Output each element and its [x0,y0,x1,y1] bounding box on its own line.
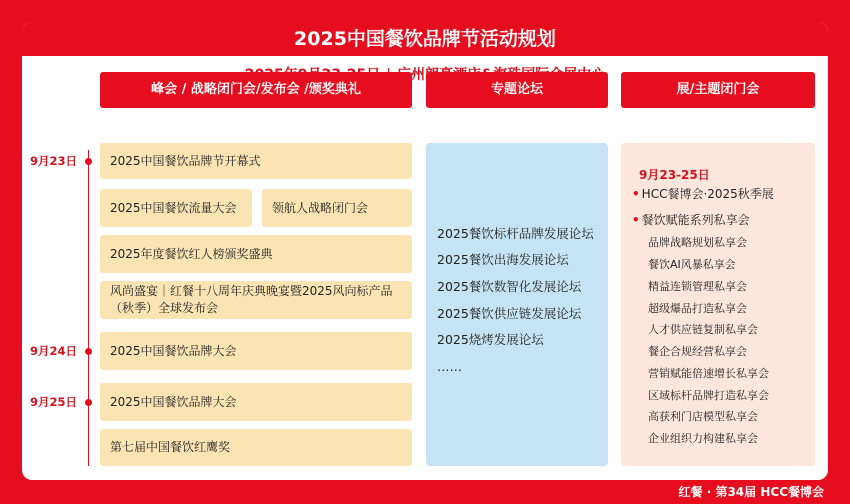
salon-item: 餐企合规经营私享会 [648,345,747,358]
page-title: 2025中国餐饮品牌节活动规划 [22,22,828,56]
event-label: 风尚盛宴｜红餐十八周年庆典晚宴暨2025风向标产品（秋季）全球发布会 [110,284,393,315]
forum-item: 2025餐饮标杆品牌发展论坛 [437,226,594,241]
event-label: 2025中国餐饮品牌大会 [110,394,237,409]
salon-item: 餐饮AI风暴私享会 [648,258,736,271]
event-red-eagle-awards [100,429,412,466]
timeline-dot [85,348,92,355]
event-gala-dinner [100,281,412,319]
event-opening [100,143,412,179]
event-label: 2025中国餐饮流量大会 [110,200,237,215]
event-brand-conference-24 [100,332,412,370]
footer-brand: 红餐 · 第34届 HCC餐博会 [678,485,824,499]
bullet-dot-icon: • [632,213,640,227]
expo-bullet-label: HCC餐博会·2025秋季展 [641,187,774,201]
event-leaders-meeting [262,189,412,227]
salon-item: 企业组织力构建私享会 [648,432,758,445]
salon-item: 高获利门店模型私享会 [648,410,758,423]
event-label: 第七届中国餐饮红鹰奖 [110,440,231,454]
column-header-summits: 峰会 / 战略闭门会/发布会 /颁奖典礼 [100,72,412,108]
expo-bullet-salons [632,212,750,228]
timeline-dot [85,399,92,406]
expo-date: 9月23-25日 [639,168,710,182]
forum-ellipsis: …… [437,359,462,374]
event-label: 领航人战略闭门会 [272,200,369,215]
expo-bullet-label: 餐饮赋能系列私享会 [641,213,750,227]
column-header-expo: 展/主题闭门会 [621,72,815,108]
date-label-23: 9月23日 [30,154,78,168]
event-traffic-conference [100,189,252,227]
event-label: 2025中国餐饮品牌大会 [110,343,237,358]
event-awards-ceremony [100,235,412,273]
event-brand-conference-25 [100,383,412,421]
expo-bullet-hcc [632,186,774,202]
date-label-24: 9月24日 [30,344,78,358]
forum-item: 2025餐饮供应链发展论坛 [437,306,582,321]
salon-item: 品牌战略规划私享会 [648,236,747,249]
forum-item: 2025烧烤发展论坛 [437,332,544,347]
salon-item: 区域标杆品牌打造私享会 [648,389,769,402]
event-label: 2025中国餐饮品牌节开幕式 [110,153,261,168]
bullet-dot-icon: • [632,187,640,201]
timeline-line [88,150,89,466]
date-label-25: 9月25日 [30,395,78,409]
salon-item: 精益连锁管理私享会 [648,280,747,293]
salon-item: 超级爆品打造私享会 [648,302,747,315]
timeline-dot [85,158,92,165]
column-header-forums: 专题论坛 [426,72,608,108]
salon-item: 人才供应链复制私享会 [648,323,758,336]
salon-item: 营销赋能倍速增长私享会 [648,367,769,380]
forum-item: 2025餐饮出海发展论坛 [437,252,569,267]
event-label: 2025年度餐饮红人榜颁奖盛典 [110,246,273,261]
forum-item: 2025餐饮数智化发展论坛 [437,279,582,294]
